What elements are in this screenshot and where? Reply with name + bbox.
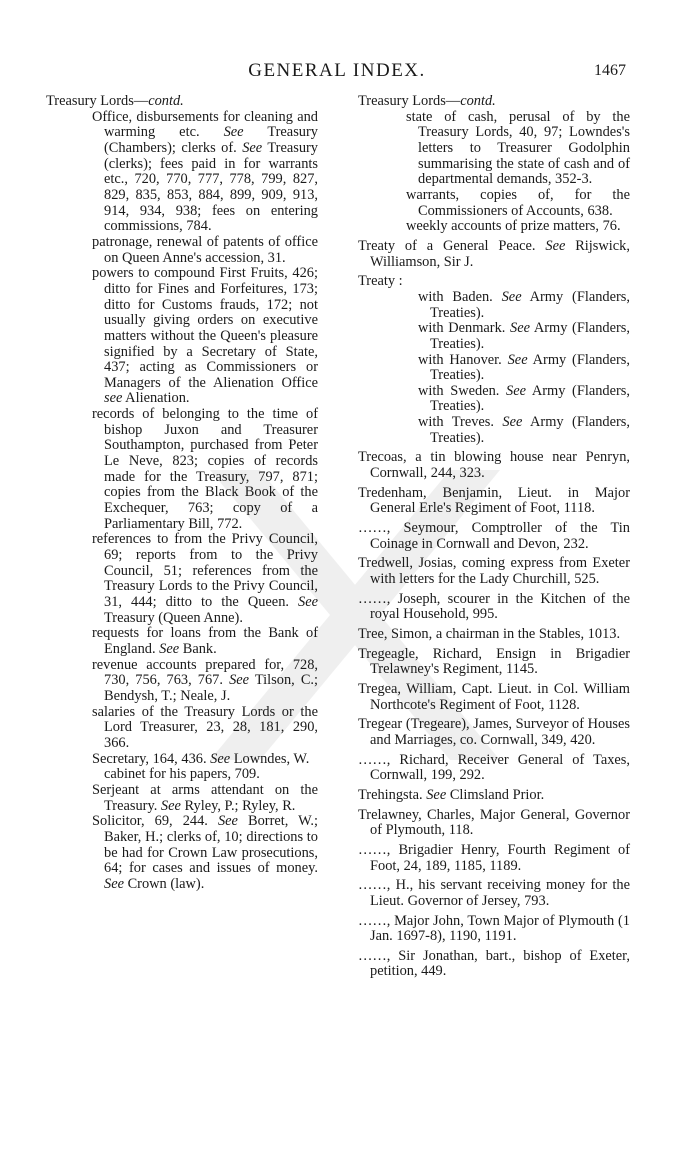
page-number: 1467 bbox=[594, 62, 626, 79]
index-entry: Tredwell, Josias, coming express from Exeter with letters for the Lady Churchill, 525. bbox=[358, 555, 630, 588]
index-subentry: cabinet for his papers, 709. bbox=[104, 766, 260, 783]
index-subentry: weekly accounts of prize matters, 76. bbox=[406, 218, 621, 235]
page-title: GENERAL INDEX. bbox=[248, 60, 426, 81]
index-entry: Treaty of a General Peace. See Rijswick, Williamson, Sir J. bbox=[358, 237, 630, 270]
treaty-item: with Denmark. See Army (Flanders, Treaties). bbox=[418, 320, 630, 352]
index-entry: Tredenham, Benjamin, Lieut. in Major General Erle's Regiment of Foot, 1118. bbox=[358, 484, 630, 517]
treaty-item: with Baden. See Army (Flanders, Treaties). bbox=[418, 288, 630, 321]
index-subentry: powers to compound First Fruits, 426; ditto for Fines and Forfeitures, 173; ditto for Customs frauds, 172; not usually giving orders on executive matters without the Queen's pleasure signified by a Secretary of State, 437; acting as Commissioners or Managers of the Alienation Office see Alienation. bbox=[92, 265, 318, 407]
treaty-item: with Sweden. See Army (Flanders, Treaties). bbox=[418, 382, 630, 415]
index-subentry: references to from the Privy Council, 69; reports from to the Privy Council, 51; references from the Treasury Lords to the Privy Council, 31, 444; ditto to the Queen. See Treasury (Queen Anne). bbox=[92, 531, 318, 626]
index-subentry: state of cash, perusal of by the Treasury Lords, 40, 97; Lowndes's letters to Treasurer Godolphin summarising the state of cash and of departmental demands, 352-3. bbox=[406, 108, 630, 188]
right-column bbox=[358, 94, 630, 980]
treaty-item: with Treves. See Army (Flanders, Treaties). bbox=[418, 414, 630, 446]
index-entry: ……, Joseph, scourer in the Kitchen of the royal Household, 995. bbox=[358, 590, 630, 623]
index-entry: ……, Sir Jonathan, bart., bishop of Exeter, petition, 449. bbox=[358, 947, 630, 980]
index-subentry: Office, disbursements for cleaning and warming etc. See Treasury (Chambers); clerks of. See Treasury (clerks); fees paid in for warrants etc., 720, 770, 777, 778, 799, 827, 829, 835, 853, 884, 899, 909, 913, 914, 934, 938; fees on entering commissions, 784. bbox=[92, 108, 318, 235]
index-entry: Trecoas, a tin blowing house near Penryn, Cornwall, 244, 323. bbox=[358, 449, 630, 482]
index-entry: ……, Major John, Town Major of Plymouth (1 Jan. 1697-8), 1190, 1191. bbox=[358, 912, 630, 945]
left-heading: Treasury Lords—contd. bbox=[46, 93, 184, 109]
index-entry: ……, Seymour, Comptroller of the Tin Coinage in Cornwall and Devon, 232. bbox=[358, 520, 630, 552]
index-subentry: Secretary, 164, 436. See Lowndes, W. bbox=[92, 750, 310, 767]
index-subentry: revenue accounts prepared for, 728, 730, 756, 763, 767. See Tilson, C.; Bendysh, T.; Neale, J. bbox=[92, 656, 319, 704]
treaty-item: with Hanover. See Army (Flanders, Treaties). bbox=[418, 351, 630, 384]
index-subentry: requests for loans from the Bank of England. See Bank. bbox=[92, 625, 318, 657]
index-subentry: patronage, renewal of patents of office on Queen Anne's accession, 31. bbox=[92, 233, 318, 266]
index-subentry: records of belonging to the time of bishop Juxon and Treasurer Southampton, purchased from Peter Le Neve, 823; copies of records made for the Treasury, 797, 871; copies from the Black Book of the Exchequer, 763; copy of a Parliamentary Bill, 772. bbox=[92, 406, 318, 532]
index-entry: ……, H., his servant receiving money for the Lieut. Governor of Jersey, 793. bbox=[358, 877, 630, 909]
index-subentry: Serjeant at arms attendant on the Treasury. See Ryley, P.; Ryley, R. bbox=[92, 781, 318, 814]
page-header bbox=[0, 60, 674, 84]
left-column bbox=[46, 94, 318, 892]
index-entry: Trelawney, Charles, Major General, Governor of Plymouth, 118. bbox=[358, 806, 630, 839]
treaty-heading: Treaty : bbox=[358, 273, 403, 290]
index-subentry: warrants, copies of, for the Commissioners of Accounts, 638. bbox=[406, 186, 630, 219]
index-entry: Tree, Simon, a chairman in the Stables, 1013. bbox=[358, 626, 621, 642]
index-subentry: Solicitor, 69, 244. See Borret, W.; Baker, H.; clerks of, 10; directions to be had for Crown Law prosecutions, 64; for cases and issues of money. See Crown (law). bbox=[92, 813, 318, 892]
index-entry: Tregeagle, Richard, Ensign in Brigadier Trelawney's Regiment, 1145. bbox=[358, 645, 630, 678]
index-entry: Tregear (Tregeare), James, Surveyor of Houses and Marriages, co. Cornwall, 349, 420. bbox=[358, 716, 630, 748]
index-subentry: salaries of the Treasury Lords or the Lord Treasurer, 23, 28, 181, 290, 366. bbox=[92, 703, 318, 751]
right-heading: Treasury Lords—contd. bbox=[358, 93, 496, 109]
index-entry: Trehingsta. See Climsland Prior. bbox=[358, 786, 545, 803]
index-entry: Tregea, William, Capt. Lieut. in Col. William Northcote's Regiment of Foot, 1128. bbox=[358, 680, 630, 713]
index-entry: ……, Brigadier Henry, Fourth Regiment of Foot, 24, 189, 1185, 1189. bbox=[358, 841, 630, 874]
index-entry: ……, Richard, Receiver General of Taxes, Cornwall, 199, 292. bbox=[358, 751, 630, 784]
